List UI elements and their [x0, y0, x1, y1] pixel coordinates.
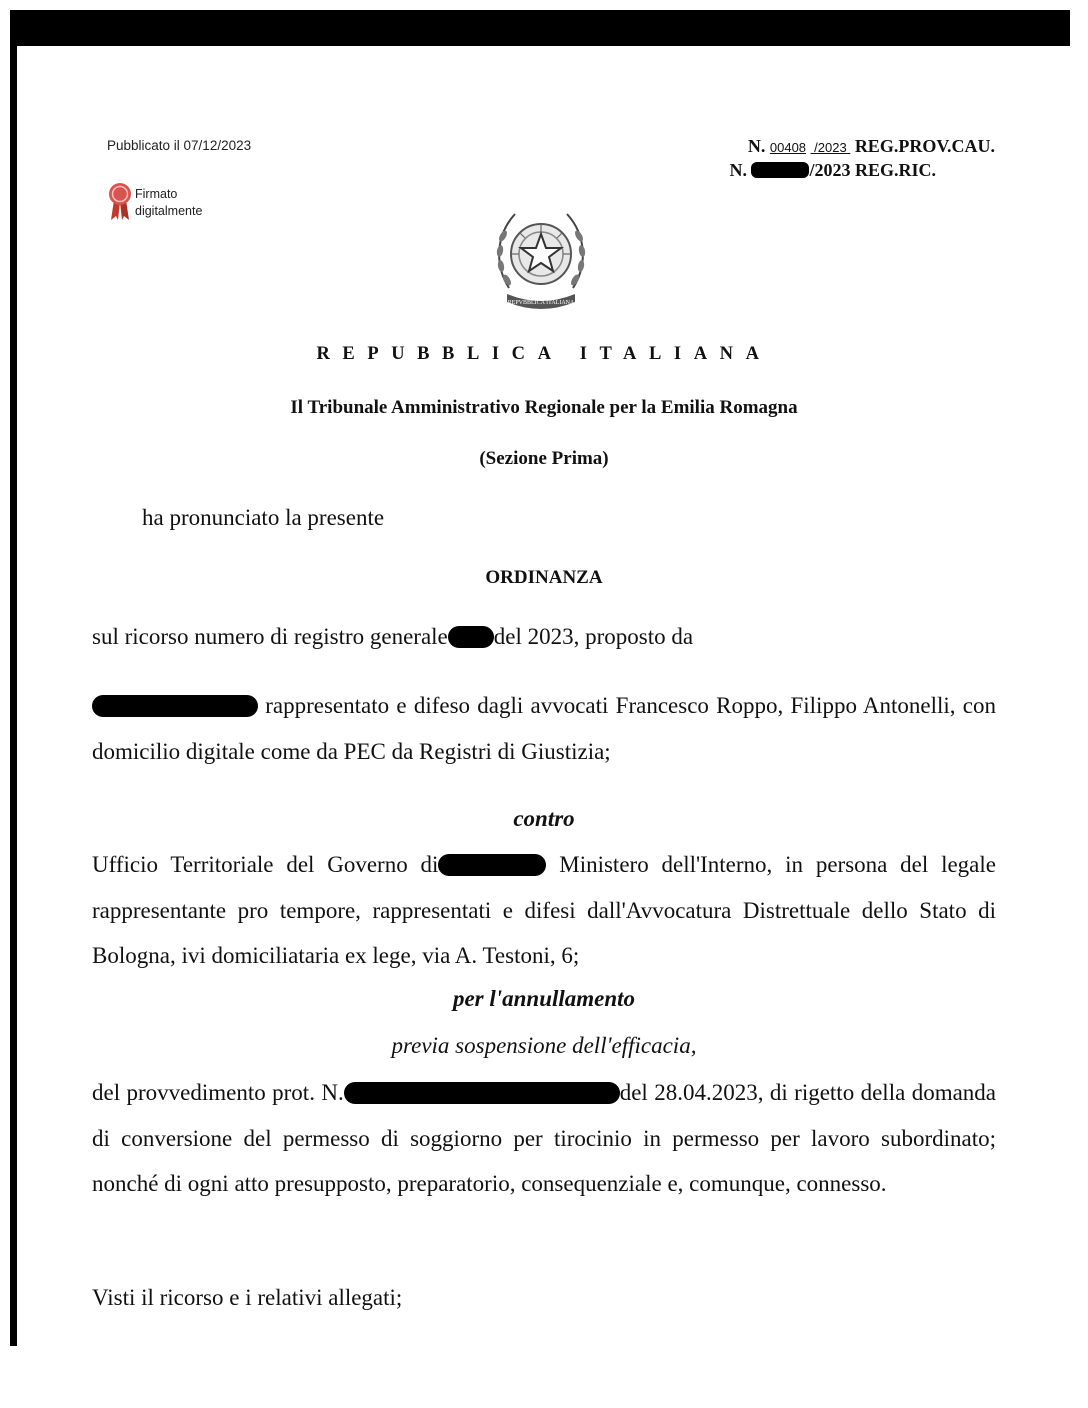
emblem-motto: REPVBBLICA ITALIANA: [507, 300, 575, 306]
reg-prov-cau: N. 00408 /2023 REG.PROV.CAU.: [747, 136, 995, 156]
document-type-heading: ORDINANZA: [485, 567, 603, 588]
rappresentato-text: rappresentato e difeso dagli avvocati Francesco Roppo, Filippo Antonelli, con domicilio digitale come da PEC da Registri di Giustizia;: [92, 693, 996, 764]
top-border: [10, 10, 1070, 46]
left-border: [10, 10, 17, 1346]
italian-republic-emblem-icon: [489, 196, 593, 316]
pronounced-text: ha pronunciato la presente: [142, 505, 385, 530]
reg-ric: [729, 160, 936, 181]
ufficio-paragraph: [92, 842, 996, 979]
contro-heading: contro: [513, 806, 575, 831]
redaction-mark: [344, 1082, 620, 1104]
redaction-mark: [92, 695, 258, 717]
republic-heading: REPUBBLICA ITALIANA: [316, 344, 772, 364]
tribunal-heading: Il Tribunale Amministrativo Regionale per la Emilia Romagna: [290, 397, 798, 418]
section-heading: (Sezione Prima): [479, 448, 609, 469]
provvedimento-paragraph: [92, 1070, 996, 1207]
ufficio-text-b: Ministero dell'Interno, in persona del legale rappresentante pro tempore, rappresentati e difesi dall'Avvocatura Distrettuale dello Stato di Bologna, ivi domiciliataria ex lege, via A. Testoni, 6;: [92, 852, 996, 968]
redaction-mark: [448, 626, 494, 648]
visti-paragraph: Visti il ricorso e i relativi allegati;: [92, 1285, 403, 1310]
ufficio-text-a: Ufficio Territoriale del Governo di: [92, 852, 439, 877]
ricorso-paragraph: [92, 615, 996, 659]
ricorso-text-a: sul ricorso numero di registro generale: [92, 624, 448, 649]
publication-date: Pubblicato il 07/12/2023: [107, 138, 252, 153]
rappresentato-paragraph: [92, 683, 996, 774]
seal-ribbon-icon: [107, 182, 133, 222]
reg-prov-number: 00408: [769, 140, 807, 155]
previa-heading: previa sospensione dell'efficacia,: [391, 1033, 697, 1058]
digital-signature: [107, 182, 227, 226]
reg-prov-year: 2023: [817, 140, 847, 155]
redaction-mark: [751, 162, 809, 178]
reg-prov-suffix: REG.PROV.CAU.: [854, 136, 995, 156]
annullamento-heading: per l'annullamento: [452, 986, 636, 1011]
reg-ric-prefix: N.: [729, 160, 747, 180]
reg-prov-prefix: N.: [747, 136, 766, 156]
provvedimento-text-a: del provvedimento prot. N.: [92, 1080, 344, 1105]
signature-label: Firmato digitalmente: [135, 187, 203, 218]
ricorso-text-b: del 2023, proposto da: [493, 624, 694, 649]
provvedimento-text-b: del 28.04.2023, di rigetto della domanda di conversione del permesso di soggiorno per tirocinio in permesso per lavoro subordinato; nonché di ogni atto presupposto, preparatorio, consequenziale e, comunque, connesso.: [92, 1080, 997, 1196]
reg-ric-suffix: /2023 REG.RIC.: [809, 160, 936, 180]
redaction-mark: [438, 854, 546, 876]
